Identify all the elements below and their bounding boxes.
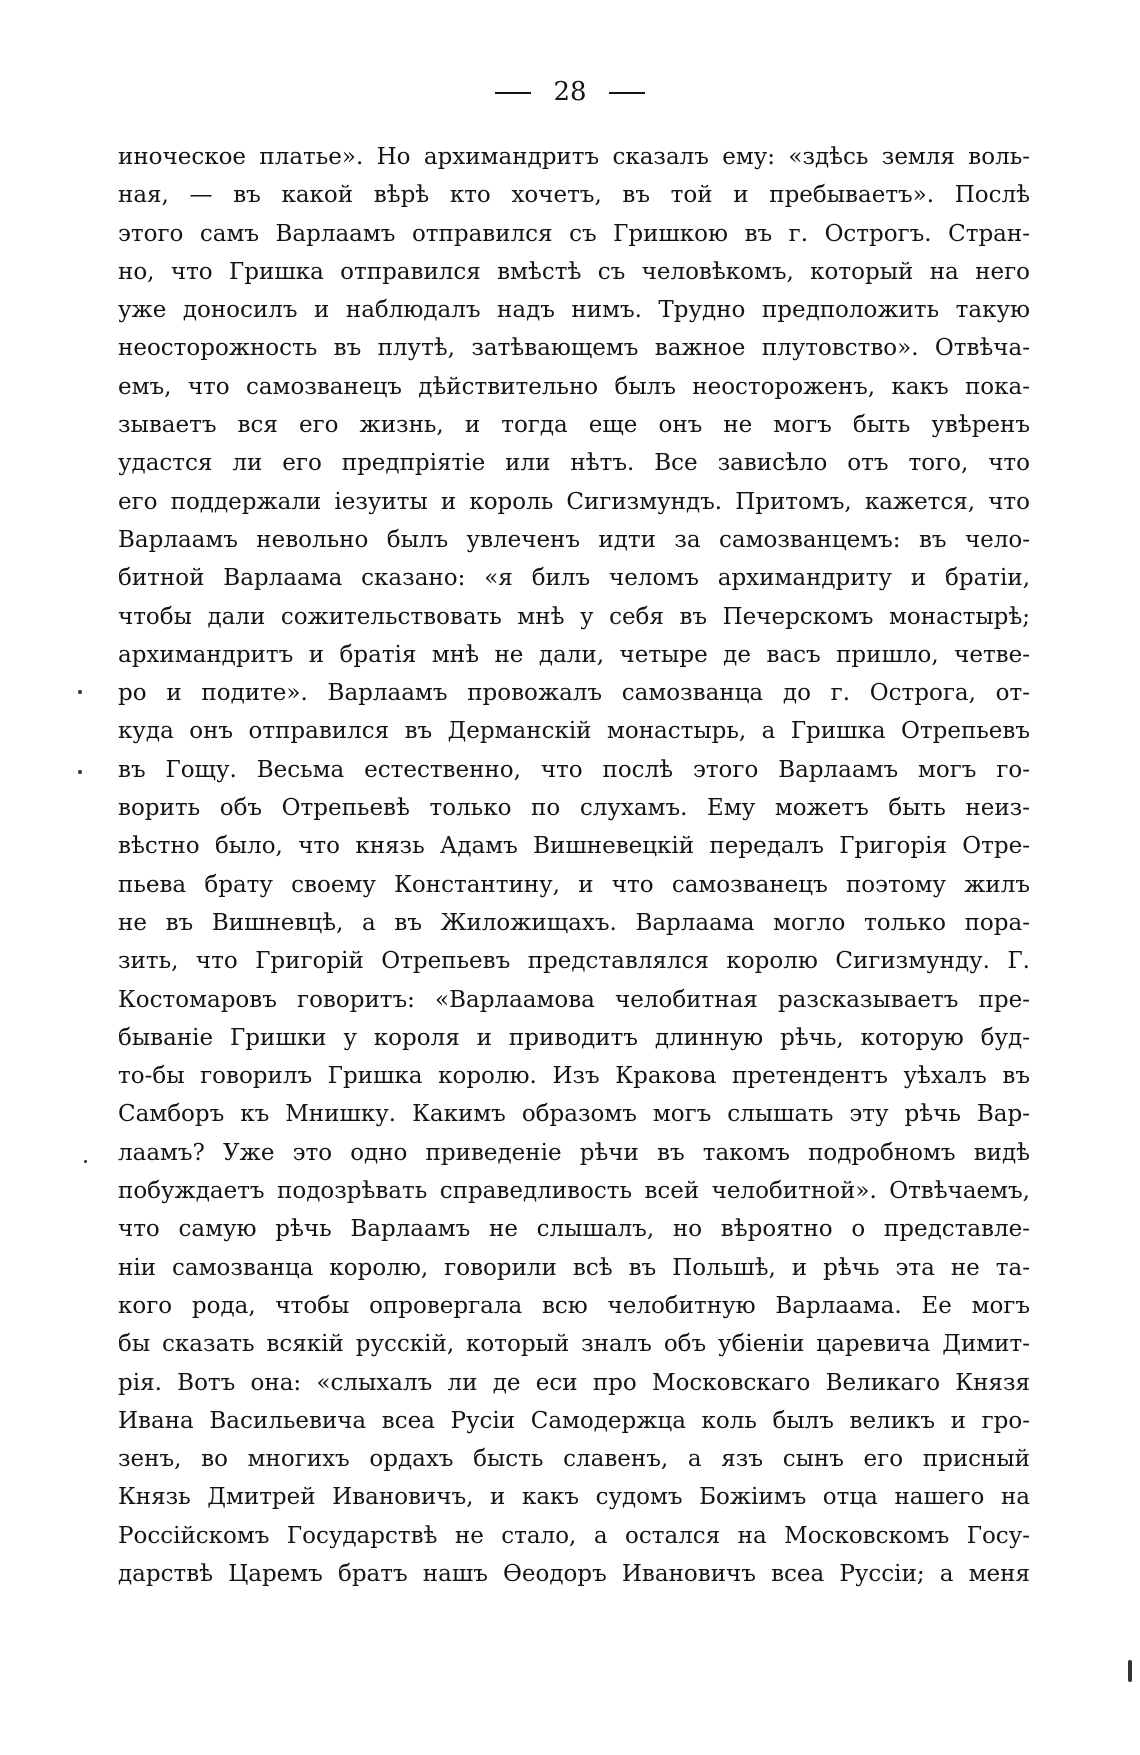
text-line: пьева брату своему Константину, и что самозванецъ поэтому жилъ	[118, 871, 1030, 898]
scan-speck	[1128, 1660, 1132, 1682]
scan-speck	[78, 690, 82, 694]
text-line: Костомаровъ говоритъ: «Варлаамова челобитная разсказываетъ пре-	[118, 986, 1030, 1013]
text-line: Князь Дмитрей Ивановичъ, и какъ судомъ Божiимъ отца нашего на	[118, 1484, 1030, 1511]
text-line: уже доносилъ и наблюдалъ надъ нимъ. Трудно предположить такую	[118, 297, 1030, 324]
text-line: ная, — въ какой вѣрѣ кто хочетъ, въ той и пребываетъ». Послѣ	[118, 182, 1030, 209]
text-line: быванiе Гришки у короля и приводитъ длинную рѣчь, которую буд-	[118, 1024, 1030, 1051]
text-line: зываетъ вся его жизнь, и тогда еще онъ не могъ быть увѣренъ	[118, 412, 1030, 439]
text-line: удастся ли его предпріятіе или нѣтъ. Все зависѣло отъ того, что	[118, 450, 1030, 477]
header-dash-right	[609, 92, 645, 94]
text-line: бы сказать всякiй русскiй, который зналъ объ убiенiи царевича Димит-	[118, 1331, 1030, 1358]
header-dash-left	[495, 92, 531, 94]
text-line: куда онъ отправился въ Дерманскій монастырь, а Гришка Отрепьевъ	[118, 718, 1030, 745]
text-line: Самборъ къ Мнишку. Какимъ образомъ могъ слышать эту рѣчь Вар-	[118, 1101, 1030, 1128]
text-line: Варлаамъ невольно былъ увлеченъ идти за самозванцемъ: въ чело-	[118, 526, 1030, 553]
text-line: этого самъ Варлаамъ отправился съ Гришкою въ г. Острогъ. Стран-	[118, 220, 1030, 247]
text-line: неосторожность въ плутѣ, затѣвающемъ важное плутовство». Отвѣча-	[118, 335, 1030, 362]
text-line: рiя. Вотъ она: «слыхалъ ли де еси про Московскаго Великаго Князя	[118, 1369, 1030, 1396]
scan-speck	[84, 1160, 87, 1163]
body-text	[118, 138, 1030, 1593]
text-line: его поддержали іезуиты и король Сигизмундъ. Притомъ, кажется, что	[118, 488, 1030, 515]
text-line: зить, что Григорій Отрепьевъ представлялся королю Сигизмунду. Г.	[118, 948, 1030, 975]
scan-speck	[78, 770, 82, 774]
page-header	[0, 72, 1140, 112]
text-line: битной Варлаама сказано: «я билъ челомъ архимандриту и братіи,	[118, 565, 1030, 592]
text-line: нiи самозванца королю, говорили всѣ въ Польшѣ, и рѣчь эта не та-	[118, 1254, 1030, 1281]
page-number: 28	[553, 77, 587, 107]
text-line: Россiйскомъ Государствѣ не стало, а остался на Московскомъ Госу-	[118, 1522, 1030, 1549]
text-line: то-бы говорилъ Гришка королю. Изъ Кракова претендентъ уѣхалъ въ	[118, 1063, 1030, 1090]
text-line: иноческое платье». Но архимандритъ сказалъ ему: «здѣсь земля воль-	[118, 144, 1030, 170]
text-line: емъ, что самозванецъ дѣйствительно былъ неостороженъ, какъ пока-	[118, 373, 1030, 400]
text-line: чтобы дали сожительствовать мнѣ у себя въ Печерскомъ монастырѣ;	[118, 603, 1030, 630]
text-line: но, что Гришка отправился вмѣстѣ съ человѣкомъ, который на него	[118, 258, 1030, 285]
text-line: архимандритъ и братія мнѣ не дали, четыре де васъ пришло, четве-	[118, 641, 1030, 668]
text-line: ро и подите». Варлаамъ провожалъ самозванца до г. Острога, от-	[118, 680, 1030, 707]
text-line: дарствѣ Царемъ братъ нашъ Ѳеодоръ Ивановичъ всеа Руссiи; а меня	[118, 1560, 1030, 1587]
text-line: въ Гощу. Весьма естественно, что послѣ этого Варлаамъ могъ го-	[118, 756, 1030, 783]
text-line: зенъ, во многихъ ордахъ бысть славенъ, а язъ сынъ его присный	[118, 1446, 1030, 1473]
text-line: кого рода, чтобы опровергала всю челобитную Варлаама. Ее могъ	[118, 1292, 1030, 1319]
text-line: ворить объ Отрепьевѣ только по слухамъ. Ему можетъ быть неиз-	[118, 795, 1030, 822]
text-line: лаамъ? Уже это одно приведенiе рѣчи въ такомъ подробномъ видѣ	[118, 1139, 1030, 1166]
text-line: не въ Вишневцѣ, а въ Жиложищахъ. Варлаама могло только пора-	[118, 909, 1030, 936]
text-line: что самую рѣчь Варлаамъ не слышалъ, но вѣроятно о представле-	[118, 1216, 1030, 1243]
text-line: побуждаетъ подозрѣвать справедливость всей челобитной». Отвѣчаемъ,	[118, 1178, 1030, 1205]
text-line: Ивана Васильевича всеа Русiи Самодержца коль былъ великъ и гро-	[118, 1407, 1030, 1434]
text-line: вѣстно было, что князь Адамъ Вишневецкій передалъ Григорія Отре-	[118, 833, 1030, 860]
